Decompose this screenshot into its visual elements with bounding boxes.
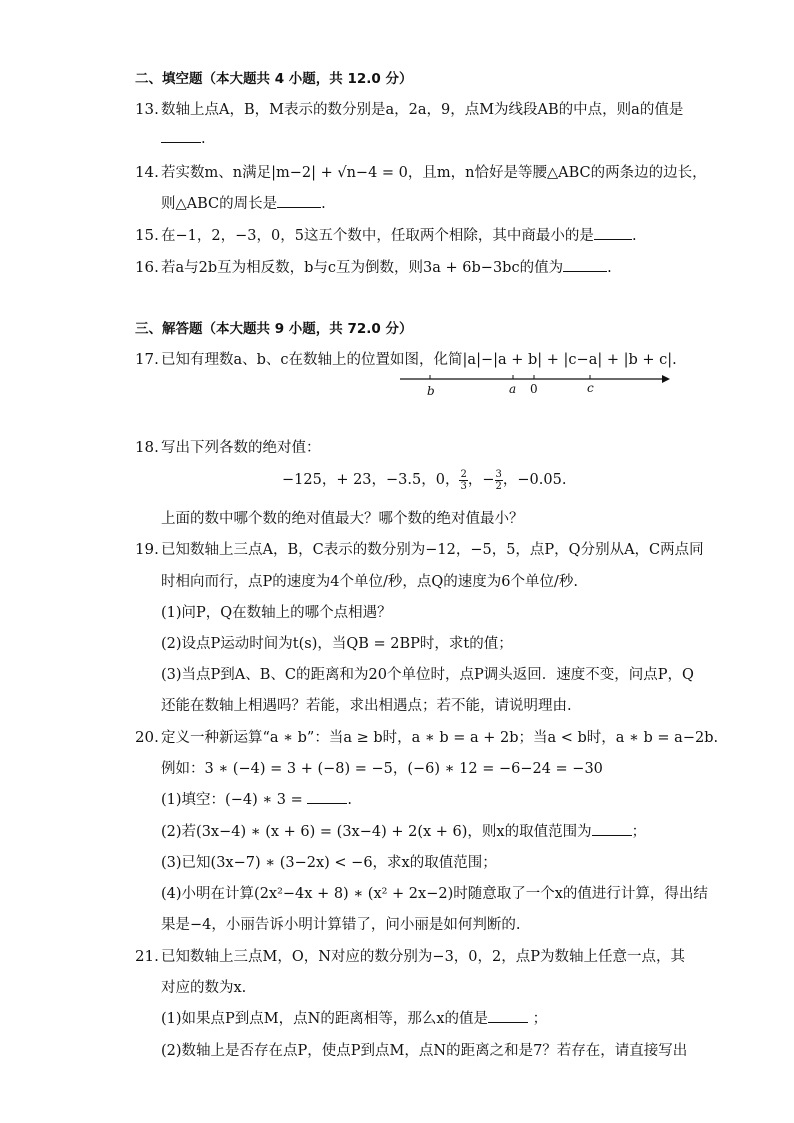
section-fill-in-title: 二、填空题（本大题共 4 小题，共 12.0 分） <box>135 71 413 87</box>
question-21-part2: (2)数轴上是否存在点P，使点P到点M，点N的距离之和是7？若存在，请直接写出 <box>161 1043 688 1059</box>
fraction-two-thirds: $\frac{2}{3}$ <box>460 468 467 492</box>
question-19: 19. 已知数轴上三点A，B，C表示的数分别为−12，−5，5，点P，Q分别从A，C两点同 <box>135 540 704 558</box>
question-18: 18. 写出下列各数的绝对值： <box>135 438 321 456</box>
question-18-prompt: 上面的数中哪个数的绝对值最大？哪个数的绝对值最小？ <box>161 511 524 527</box>
answer-blank <box>594 227 632 240</box>
fraction-three-halves: $\frac{3}{2}$ <box>495 468 502 492</box>
question-text: 若实数m、n满足|m−2| + √n−4 = 0，且m，n恰好是等腰△ABC的两条边的边长， <box>161 165 707 181</box>
question-19-part1: (1)问P，Q在数轴上的哪个点相遇？ <box>161 605 392 621</box>
question-number: 16. <box>135 258 159 276</box>
answer-blank <box>563 259 607 272</box>
question-number: 17. <box>135 350 159 368</box>
question-number: 19. <box>135 540 159 558</box>
label-c: c <box>587 381 594 395</box>
answer-blank <box>488 1010 528 1023</box>
question-number: 21. <box>135 947 159 965</box>
question-18-numbers: −125，+ 23，−3.5，0， $\frac{2}{3}$ ，− $\frac{3}{2}$ ，−0.05. <box>282 468 567 492</box>
label-zero: 0 <box>530 382 538 396</box>
section-solve-title: 三、解答题（本大题共 9 小题，共 72.0 分） <box>135 321 413 337</box>
question-number: 14. <box>135 163 159 181</box>
question-20-part4: (4)小明在计算(2x²−4x + 8) ∗ (x² + 2x−2)时随意取了一个x的值进行计算，得出结 <box>161 886 708 902</box>
question-number: 18. <box>135 438 159 456</box>
label-a: a <box>509 382 517 396</box>
question-14 <box>135 161 707 182</box>
question-19-part2: (2)设点P运动时间为t(s)，当QB = 2BP时，求t的值； <box>161 636 513 652</box>
question-19-part3: (3)当点P到A、B、C的距离和为20个单位时，点P调头返回．速度不变，问点P，Q <box>161 667 694 683</box>
label-b: b <box>427 384 435 398</box>
question-21-line2: 对应的数为x. <box>161 980 247 996</box>
question-20: 20. 定义一种新运算“a ∗ b”：当a ≥ b时，a ∗ b = a + 2b；当a < b时，a ∗ b = a−2b. <box>135 728 719 746</box>
question-20-example: 例如：3 ∗ (−4) = 3 + (−8) = −5，(−6) ∗ 12 = −6−24 = −30 <box>161 761 603 777</box>
question-20-part1: (1)填空：(−4) ∗ 3 = . <box>161 792 353 808</box>
question-21: 21. 已知数轴上三点M，O，N对应的数分别为−3，0，2，点P为数轴上任意一点，其 <box>135 947 686 965</box>
question-number: 20. <box>135 728 159 746</box>
answer-blank <box>307 791 347 804</box>
question-14-line2: 则△ABC的周长是 . <box>161 196 326 212</box>
question-13-answer-line: . <box>161 130 206 147</box>
answer-blank <box>592 823 632 836</box>
answer-blank <box>161 130 201 143</box>
question-15: 15. 在−1，2，−3，0，5这五个数中，任取两个相除，其中商最小的是 . <box>135 226 637 244</box>
answer-blank <box>277 195 321 208</box>
arrow-head-icon <box>662 375 670 383</box>
question-13 <box>135 98 683 119</box>
question-20-part2: (2)若(3x−4) ∗ (x + 6) = (3x−4) + 2(x + 6)，则x的取值范围为 ； <box>161 824 647 840</box>
question-number: 13. <box>135 100 159 118</box>
question-19-line2: 时相向而行，点P的速度为4个单位/秒，点Q的速度为6个单位/秒. <box>161 574 578 590</box>
question-19-part3-cont: 还能在数轴上相遇吗？若能，求出相遇点；若不能，请说明理由. <box>161 698 572 714</box>
question-20-part3: (3)已知(3x−7) ∗ (3−2x) < −6，求x的取值范围； <box>161 855 497 871</box>
question-16: 16. 若a与2b互为相反数，b与c互为倒数，则3a + 6b−3bc的值为 . <box>135 258 612 276</box>
number-line-figure <box>400 372 670 402</box>
question-text: 数轴上点A，B，M表示的数分别是a，2a，9，点M为线段AB的中点，则a的值是 <box>161 102 684 118</box>
question-21-part1: (1)如果点P到点M，点N的距离相等，那么x的值是 ； <box>161 1011 548 1027</box>
question-number: 15. <box>135 226 159 244</box>
question-17: 17. 已知有理数a、b、c在数轴上的位置如图，化简|a|−|a + b| + |c−a| + |b + c|. <box>135 350 677 368</box>
question-20-part4-cont: 果是−4，小丽告诉小明计算错了，问小丽是如何判断的. <box>161 917 521 933</box>
